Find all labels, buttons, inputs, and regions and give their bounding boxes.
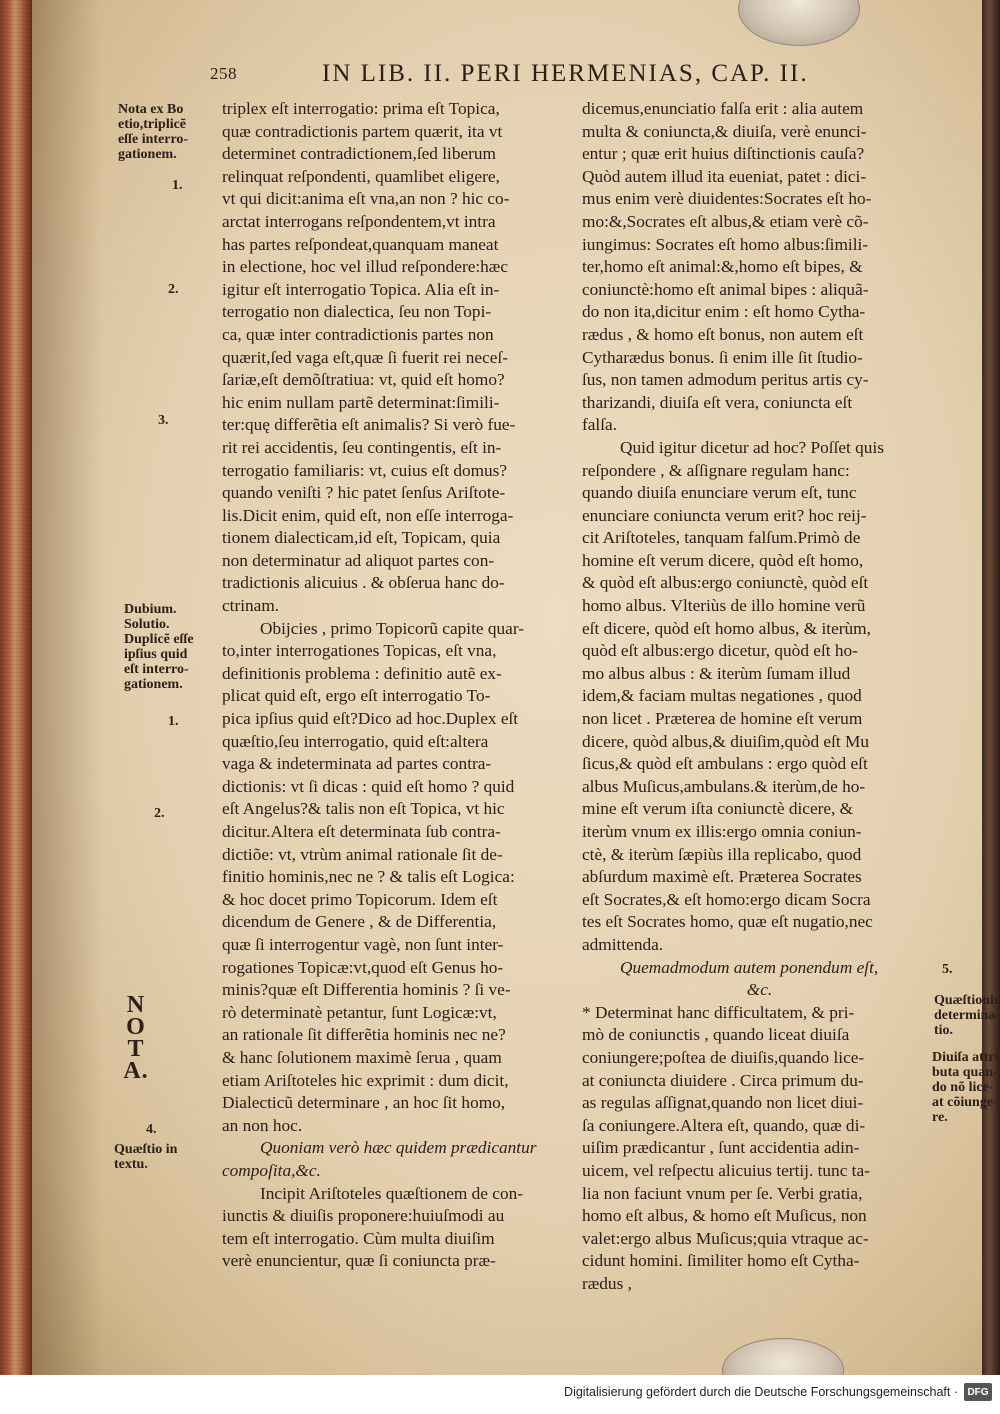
text-line: ter,homo eſt animal:&,homo eſt bipes, & (582, 257, 863, 277)
text-line: Quòd autem illud ita eueniat, patet : dici- (582, 166, 867, 186)
text-line: in electione, hoc vel illud reſpondere:hæc (222, 257, 509, 277)
nota-letter: A. (123, 1058, 149, 1084)
text-line: igitur eſt interrogatio Topica. Alia eſt in- (222, 279, 500, 299)
book-fore-edge (0, 0, 32, 1375)
text-line: definitionis problema : definitio autẽ ex- (222, 663, 502, 683)
margin-line: Solutio. (124, 617, 170, 632)
margin-line: do nõ lice- (932, 1080, 994, 1095)
text-line: lia non faciunt vnum per ſe. Verbi gratia, (582, 1183, 863, 1203)
margin-line: re. (932, 1110, 948, 1125)
text-line: reſpondere , & aſſignare regulam hanc: (582, 460, 850, 480)
text-line: homine eſt verum dicere, quòd eſt homo, (582, 550, 864, 570)
text-line: iterùm vnum ex illis:ergo omnia coniun- (582, 822, 862, 841)
text-line: relinquat reſpondenti, quamlibet eligere, (222, 166, 500, 186)
glass-clip-top (738, 0, 860, 46)
margin-line: Nota ex Bo (118, 102, 184, 117)
running-head: IN LIB. II. PERI HERMENIAS, CAP. II. (322, 60, 809, 87)
text-line: ctè, & iterùm ſæpiùs illa replicabo, quod (582, 844, 862, 864)
text-line: vaga & indeterminata ad partes contra- (222, 754, 492, 774)
text-line: cidunt homini. ſimiliter homo eſt Cytha- (582, 1251, 860, 1271)
text-line: mo albus albus : & iterùm ſumam illud (582, 663, 851, 683)
book-page (32, 0, 1000, 1375)
text-line: iungimus: Socrates eſt homo albus:ſimili- (582, 234, 869, 254)
text-line: non licet . Præterea de homine eſt verum (582, 709, 863, 729)
text-line: tionem dialecticam,id eſt, Topicam, quia (222, 528, 501, 548)
margin-line: textu. (114, 1157, 148, 1172)
text-line: tradictionis alicuius . & obſerua hanc do- (222, 573, 505, 593)
text-line: homo eſt albus, & homo eſt Muſicus, non (582, 1206, 867, 1226)
margin-number: 2. (154, 806, 165, 821)
text-line: quæ ſi interrogentur vagè, non ſunt inter- (222, 934, 504, 954)
margin-line: determina- (934, 1008, 1000, 1023)
text-line: enunciare coniuncta verum erit? hoc reij- (582, 505, 867, 525)
text-line: rædus , (582, 1273, 632, 1293)
margin-line: Quæſtionis (934, 993, 1000, 1008)
text-line: non determinatur ad aliquot partes con- (222, 550, 495, 570)
margin-note-dubium (124, 602, 194, 692)
text-line: finitio hominis,nec ne ? & talis eſt Logica: (222, 867, 515, 887)
margin-number: 3. (158, 413, 169, 428)
text-line: arctat interrogans reſpondentem,vt intra (222, 211, 496, 231)
text-line: tharizandi, diuiſa eſt vera, coniuncta eſt (582, 392, 853, 412)
left-text-column (222, 98, 572, 1273)
text-line: admittenda. (582, 934, 664, 954)
page-header (32, 62, 982, 102)
text-line: mo:&,Socrates eſt albus,& etiam verè cõ- (582, 211, 869, 231)
text-line: ctrinam. (222, 596, 280, 616)
margin-line: ipſius quid (124, 647, 188, 662)
text-line: valet:ergo albus Muſicus;quia vtraque ac- (582, 1228, 869, 1248)
text-line: an rationale ſit differẽtia hominis nec ne? (222, 1025, 506, 1045)
text-line: ſicus,& quòd eſt ambulans : ergo quòd eſt (582, 754, 868, 774)
text-line: dictiõe: vt, vtrùm animal rationale ſit de- (222, 844, 503, 864)
text-line: quando veniſti ? hic patet ſenſus Ariſtote- (222, 483, 506, 503)
text-line: minis?quæ eſt Differentia hominis ? ſi ve- (222, 980, 511, 1000)
text-line: Quoniam verò hæc quidem prædicantur (260, 1138, 537, 1158)
text-line: ſa coniungere.Altera eſt, quando, quæ di- (582, 1115, 866, 1135)
text-line: at coniuncta diuidere . Circa primum du- (582, 1070, 864, 1090)
text-line: verè enuncientur, quæ ſi coniuncta præ- (222, 1251, 496, 1271)
margin-number: 5. (942, 962, 953, 977)
text-line: compoſita,&c. (222, 1160, 321, 1180)
margin-line: eſt interro- (124, 662, 189, 677)
text-line: rædus , & homo eſt bonus, non autem eſt (582, 324, 864, 344)
text-line: abſurdum maximè eſt. Præterea Socrates (582, 867, 862, 887)
margin-line: eſſe interro- (118, 132, 189, 147)
dfg-logo: DFG (964, 1383, 992, 1401)
nota-letter: T (127, 1036, 145, 1062)
text-line: quando diuiſa enunciare verum eſt, tunc (582, 483, 857, 503)
text-line: terrogatio non dialectica, ſeu non Topi- (222, 302, 492, 322)
text-line: etiam Ariſtoteles hic exprimit : dum dicit, (222, 1070, 509, 1090)
text-line: quòd eſt albus:ergo dicetur, quòd eſt ho- (582, 641, 858, 661)
margin-number: 2. (168, 282, 179, 297)
text-line: coniungere;poſtea de diuiſis,quando lice- (582, 1047, 865, 1067)
text-line: idem,& faciam multas negationes , quod (582, 686, 862, 706)
text-line: ſariæ,eſt demõſtratiua: vt, quid eſt homo? (222, 370, 505, 390)
text-line: Quemadmodum autem ponendum eſt, (620, 957, 879, 977)
text-line: ſus, non tamen admodum peritus artis cy- (582, 370, 869, 390)
text-line: mus enim verè diuidentes:Socrates eſt ho- (582, 189, 872, 209)
text-line: tem eſt interrogatio. Cùm multa diuiſim (222, 1228, 495, 1248)
text-line: eſt dicere, quòd eſt homo albus, & iterùm, (582, 618, 871, 638)
margin-line: buta quan- (932, 1065, 998, 1080)
margin-line: Dubium. (124, 602, 177, 617)
text-line: dicitur.Altera eſt determinata ſub contra- (222, 822, 501, 841)
text-line: albus Muſicus,ambulans.& iterùm,de ho- (582, 776, 866, 796)
text-line: as regulas aſſignat,quando non licet diui- (582, 1093, 864, 1113)
right-text-column (582, 98, 937, 1295)
text-line: dicemus,enunciatio falſa erit : alia autem (582, 99, 864, 118)
text-line: to,inter interrogationes Topicas, eſt vna, (222, 641, 497, 661)
text-line: dicendum de Genere , & de Differentia, (222, 912, 497, 932)
text-line: entur ; quæ erit huius diſtinctionis cauſa? (582, 144, 865, 164)
text-line: eſt Angelus?& talis non eſt Topica, vt hic (222, 799, 505, 819)
text-line: uicem, vel reſpectu alicuius tertij. tunc ta- (582, 1160, 870, 1180)
margin-number: 1. (172, 178, 183, 193)
margin-line: gationem. (118, 147, 177, 162)
text-line: triplex eſt interrogatio: prima eſt Topica, (222, 99, 500, 118)
text-line: determinet contradictionem,ſed liberum (222, 144, 497, 164)
text-line: Obijcies , primo Topicorũ capite quar- (260, 618, 524, 638)
text-line: coniunctè:homo eſt animal bipes : aliquã- (582, 279, 869, 299)
text-line: ter:quę differẽtia eſt animalis? Si verò fue- (222, 415, 516, 435)
text-line: eſt Socrates,& eſt homo:ergo dicam Socra (582, 889, 871, 909)
margin-note-quaestionis (934, 993, 1000, 1038)
text-line: * Determinat hanc difficultatem, & pri- (582, 1002, 855, 1022)
text-line: hic enim nullam partẽ determinat:ſimili- (222, 392, 500, 412)
text-line: pica ipſius quid eſt?Dico ad hoc.Duplex eſt (222, 709, 519, 729)
text-line: ca, quæ inter contradictionis partes non (222, 324, 494, 344)
text-line: lis.Dicit enim, quid eſt, non eſſe interroga- (222, 505, 514, 525)
margin-line: Quæſtio in (114, 1142, 178, 1157)
text-line: tes eſt Socrates homo, quæ eſt nugatio,nec (582, 912, 873, 932)
text-line: vt qui dicit:anima eſt vna,an non ? hic co- (222, 189, 510, 209)
margin-line: tio. (934, 1023, 954, 1038)
digitization-footer (0, 1375, 1000, 1414)
nota-letter: N (126, 992, 146, 1018)
text-line: an non hoc. (222, 1115, 303, 1135)
text-line: iunctis & diuiſis proponere:huiuſmodi au (222, 1206, 505, 1226)
text-line: mine eſt verum iſta coniunctè dicere, & (582, 799, 854, 819)
funding-credit: Digitalisierung gefördert durch die Deutsche Forschungsgemeinschaft · (564, 1385, 958, 1399)
margin-number: 4. (146, 1122, 157, 1137)
text-line: terrogatio familiaris: vt, cuius eſt domus? (222, 460, 508, 480)
text-line: rit rei accidentis, ſeu contingentis, eſt in- (222, 437, 502, 457)
text-line: multa & coniuncta,& diuiſa, verè enunci- (582, 121, 867, 141)
binding-edge (982, 0, 1000, 1375)
text-line: quæ contradictionis partem quærit, ita vt (222, 121, 503, 141)
text-line: Incipit Ariſtoteles quæſtionem de con- (260, 1183, 524, 1203)
margin-line: etio,triplicẽ (118, 117, 187, 132)
text-line: quærit,ſed vaga eſt,quæ ſi fuerit rei neceſ- (222, 347, 509, 367)
margin-note-diuisa (932, 1050, 999, 1125)
text-line: quæſtio,ſeu interrogatio, quid eſt:altera (222, 731, 489, 751)
text-line: uiſim prædicantur , ſunt accidentia adin- (582, 1138, 860, 1158)
margin-line: at cõiunge- (932, 1095, 998, 1110)
text-line: homo albus. Vlteriùs de illo homine verũ (582, 596, 866, 616)
text-line: cit Ariſtoteles, tanquam falſum.Primò de (582, 528, 861, 548)
margin-line: Duplicẽ eſſe (124, 632, 194, 647)
text-line: Dialecticũ determinare , an hoc ſit homo, (222, 1093, 506, 1113)
text-line: & hoc docet primo Topicorum. Idem eſt (222, 889, 498, 909)
margin-number: 1. (168, 714, 179, 729)
text-line: rò determinatè petantur, ſunt Logicæ:vt, (222, 1002, 497, 1022)
text-line: Quid igitur dicetur ad hoc? Poſſet quis (620, 437, 884, 457)
text-line: Cytharædus bonus. ſi enim ille ſit ſtudio- (582, 347, 863, 367)
margin-note-nota-boetius (118, 102, 188, 162)
text-line: mò de coniunctis , quando liceat diuiſa (582, 1025, 850, 1045)
text-line: dictionis: vt ſi dicas : quid eſt homo ? quid (222, 776, 515, 796)
margin-line: Diuiſa attri (932, 1050, 999, 1065)
text-line: & hanc ſolutionem maximè ſerua , quam (222, 1047, 502, 1067)
margin-line: gationem. (124, 677, 183, 692)
text-line: rogationes Topicæ:vt,quod eſt Genus ho- (222, 957, 504, 977)
margin-note-quaestio (114, 1142, 177, 1172)
text-line: do non ita,dicitur enim : eſt homo Cytha- (582, 302, 866, 322)
text-line: has partes reſpondeat,quanquam maneat (222, 234, 499, 254)
text-line: & quòd eſt albus:ergo coniunctè, quòd eſt (582, 573, 869, 593)
text-line: &c. (746, 980, 773, 1000)
margin-nota (118, 992, 154, 1084)
nota-letter: O (126, 1014, 146, 1040)
page-number: 258 (210, 64, 237, 83)
text-line: plicat quid eſt, ergo eſt interrogatio To- (222, 686, 491, 706)
text-line: dicere, quòd albus,& diuiſim,quòd eſt Mu (582, 731, 870, 751)
text-line: falſa. (582, 415, 618, 435)
